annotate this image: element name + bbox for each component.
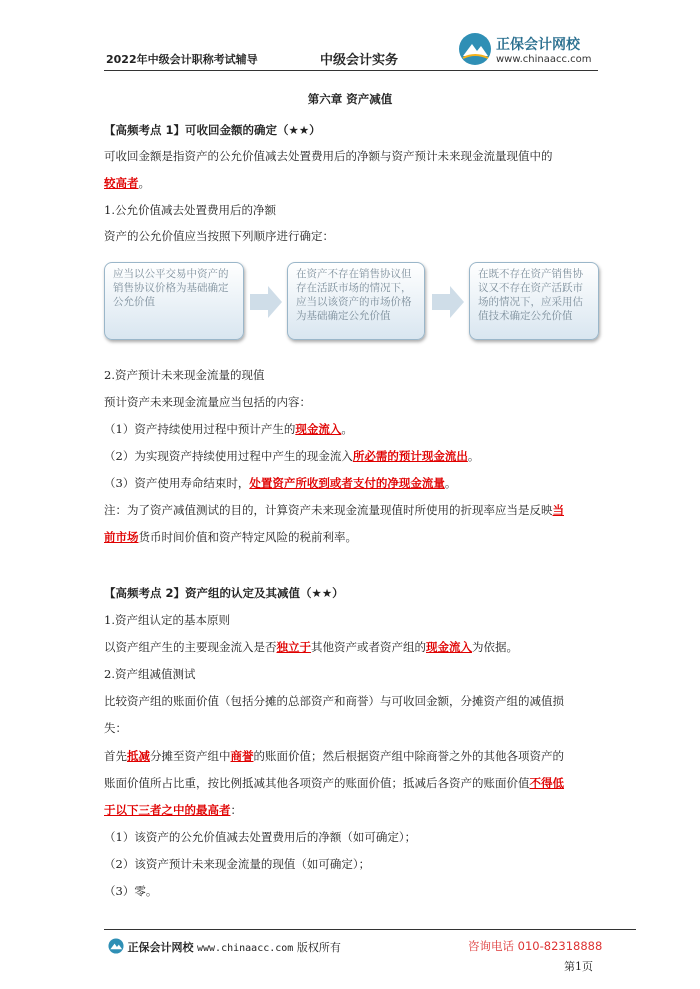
section2-sub2: 2.资产组减值测试 (104, 667, 196, 681)
discount-note-line2 (104, 528, 599, 546)
footer-brand-name: 正保会计网校 (127, 941, 194, 954)
arrow-right-icon (430, 284, 466, 320)
footer-rule (104, 929, 636, 930)
page-number: 第1页 (564, 960, 593, 973)
p3-text: ： (230, 803, 242, 817)
section2-p3-line2 (104, 774, 599, 792)
flow-step-2: 在资产不存在销售协议但存在活跃市场的情况下，应当以该资产的市场价格为基础确定公允价值 (287, 262, 425, 340)
footer-hotline: 咨询电话 010-82318888 (468, 939, 603, 953)
highlight-independent: 独立于 (276, 640, 311, 654)
highlight-goodwill: 商誉 (230, 749, 254, 763)
period: 。 (467, 449, 480, 463)
highlight-outflow: 所必需的预计现金流出 (352, 449, 468, 463)
section1-sub2-desc: 预计资产未来现金流量应当包括的内容： (104, 395, 311, 409)
logo-name: 正保会计网校 (496, 37, 580, 53)
arrow-right-icon (248, 284, 284, 320)
header-logo (458, 32, 598, 72)
period: 。 (138, 176, 150, 190)
p1-text: 为依据。 (472, 640, 518, 654)
section2-p3-line1 (104, 747, 599, 765)
section1-sub2: 2.资产预计未来现金流量的现值 (104, 368, 265, 382)
section2-p2-line1: 比较资产组的账面价值（包括分摊的总部资产和商誉）与可收回金额，分摊资产组的减值损 (104, 694, 564, 708)
flow-step-3: 在既不存在资产销售协议又不存在资产活跃市场的情况下，应采用估值技术确定公允价值 (469, 262, 599, 340)
header-exam-title: 2022年中级会计职称考试辅导 (106, 53, 258, 66)
flow-step-1: 应当以公平交易中资产的销售协议价格为基础确定公允价值 (104, 262, 244, 340)
cashflow-item-3 (104, 474, 599, 492)
item-text: （3）资产使用寿命结束时， (104, 476, 250, 490)
period: 。 (341, 422, 353, 436)
note-text: 注：为了资产减值测试的目的，计算资产未来现金流量现值时所使用的折现率应当是反映 (104, 503, 553, 517)
p3-text: 账面价值所占比重，按比例抵减其他各项资产的账面价值；抵减后各资产的账面价值 (104, 776, 530, 790)
highlight-net-cashflow: 处置资产所收到或者支付的净现金流量 (249, 476, 445, 490)
section1-sub1-desc: 资产的公允价值应当按照下列顺序进行确定： (104, 229, 334, 243)
section2-p1 (104, 638, 599, 656)
highlight-not-below: 不得低 (529, 776, 564, 790)
chinaacc-logo-icon (458, 32, 492, 66)
note-text: 货币时间价值和资产特定风险的税前利率。 (138, 530, 357, 544)
highlight-inflow: 现金流入 (295, 422, 342, 436)
section2-heading: 【高频考点 2】资产组的认定及其减值（★★） (104, 586, 344, 600)
p3-text: 的账面价值；然后根据资产组中除商誉之外的其他各项资产的 (253, 749, 564, 763)
section2-p2-line2: 失： (104, 721, 127, 735)
footer-rights: 版权所有 (296, 941, 341, 954)
limit-item-1: （1）该资产的公允价值减去处置费用后的净额（如可确定）； (104, 830, 417, 844)
section1-heading: 【高频考点 1】可收回金额的确定（★★） (104, 123, 321, 137)
chapter-title: 第六章 资产减值 (307, 92, 393, 106)
header-rule (104, 70, 598, 71)
footer-brand (108, 938, 341, 955)
p3-text: 分摊至资产组中 (150, 749, 231, 763)
item-text: （2）为实现资产持续使用过程中产生的现金流入 (104, 449, 353, 463)
highlight-current: 当 (552, 503, 564, 517)
chinaacc-logo-icon (108, 938, 124, 954)
section1-intro-line1: 可收回金额是指资产的公允价值减去处置费用后的净额与资产预计未来现金流量现值中的 (104, 149, 553, 163)
discount-note-line1 (104, 501, 599, 519)
highlight-cash-inflow: 现金流入 (426, 640, 472, 654)
limit-item-2: （2）该资产预计未来现金流量的现值（如可确定）； (104, 857, 371, 871)
header-subject: 中级会计实务 (320, 53, 399, 68)
section2-sub1: 1.资产组认定的基本原则 (104, 613, 230, 627)
highlight-higher: 较高者 (104, 176, 139, 190)
p3-text: 首先 (104, 749, 127, 763)
fair-value-flowchart (104, 262, 600, 348)
cashflow-item-2 (104, 447, 599, 465)
p1-text: 以资产组产生的主要现金流入是否 (104, 640, 277, 654)
p1-text: 其他资产或者资产组的 (311, 640, 426, 654)
cashflow-item-1 (104, 420, 599, 438)
section2-p3-line3 (104, 801, 599, 819)
highlight-offset: 抵减 (127, 749, 150, 763)
limit-item-3: （3）零。 (104, 884, 158, 898)
section1-sub1: 1.公允价值减去处置费用后的净额 (104, 203, 276, 217)
highlight-market: 前市场 (104, 530, 139, 544)
item-text: （1）资产持续使用过程中预计产生的 (104, 422, 296, 436)
period: 。 (444, 476, 457, 490)
footer-site: www.chinaacc.com (197, 943, 294, 954)
highlight-highest-of-three: 于以下三者之中的最高者 (104, 803, 231, 817)
section1-intro-line2 (104, 174, 599, 192)
logo-url: www.chinaacc.com (496, 54, 592, 65)
